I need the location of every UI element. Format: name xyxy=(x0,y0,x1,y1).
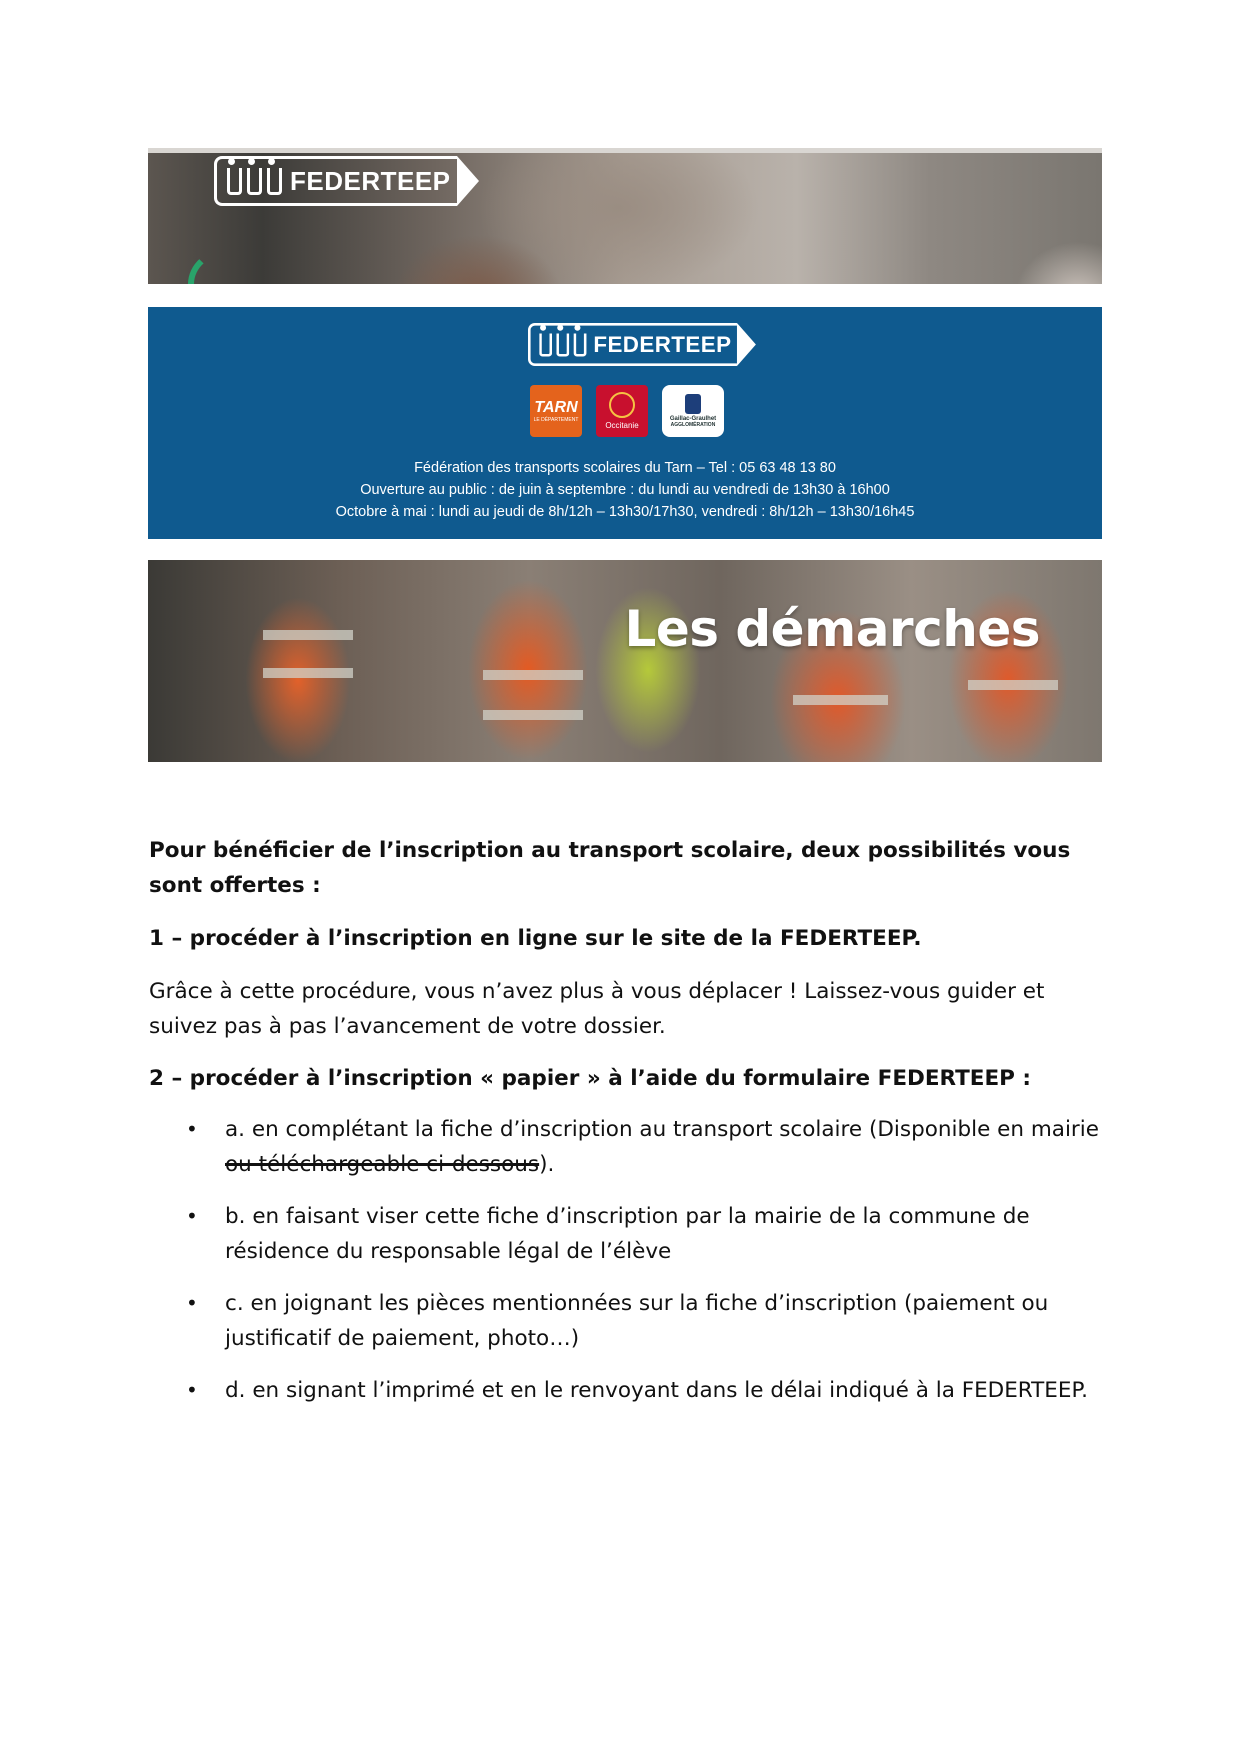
occitanie-cross-icon xyxy=(609,392,635,418)
gaillac-mark-icon xyxy=(685,394,701,414)
demarches-photo-banner xyxy=(148,560,1102,762)
contact-info xyxy=(148,457,1102,523)
vest-stripe xyxy=(793,695,888,705)
vest-stripe xyxy=(968,680,1058,690)
arrow-icon xyxy=(457,156,479,206)
logo-text: FEDERTEEP xyxy=(290,165,451,196)
list-item: • a. en complétant la fiche d’inscription au transport scolaire (Disponible en mairie ou téléchargeable ci-dessous). xyxy=(149,1112,1099,1182)
partner-logos xyxy=(530,385,724,437)
vest-stripe xyxy=(263,630,353,640)
banner-top-strip xyxy=(148,148,1102,153)
option-1-heading: 1 – procéder à l’inscription en ligne sur le site de la FEDERTEEP. xyxy=(149,926,922,951)
arrow-icon xyxy=(737,323,756,366)
option-2-heading: 2 – procéder à l’inscription « papier » à l’aide du formulaire FEDERTEEP : xyxy=(149,1066,1032,1091)
vest-stripe xyxy=(483,670,583,680)
list-item: • b. en faisant viser cette fiche d’inscription par la mairie de la commune de résidence du responsable légal de l’élève xyxy=(149,1199,1099,1269)
vest-stripe xyxy=(483,710,583,720)
list-item: • c. en joignant les pièces mentionnées sur la fiche d’inscription (paiement ou justificatif de paiement, photo…) xyxy=(149,1286,1099,1356)
logo-frame xyxy=(528,323,737,366)
strikethrough-text: ou téléchargeable ci-dessous xyxy=(225,1152,540,1177)
page-title: Les démarches xyxy=(624,600,1040,658)
info-banner xyxy=(148,307,1102,539)
logo-text: FEDERTEEP xyxy=(593,331,732,357)
intro-text: Pour bénéficier de l’inscription au transport scolaire, deux possibilités vous sont offertes : xyxy=(149,838,1071,898)
federteep-logo-small xyxy=(528,323,755,366)
steps-list xyxy=(149,1112,1099,1425)
seats-icon xyxy=(539,333,586,356)
header-photo-banner xyxy=(148,148,1102,284)
federteep-logo xyxy=(214,156,479,206)
option-1-text: Grâce à cette procédure, vous n’avez plus à vous déplacer ! Laissez-vous guider et suivez pas à pas l’avancement de votre dossier. xyxy=(149,979,1045,1039)
gaillac-graulhet-logo: Gaillac-Graulhet AGGLOMÉRATION xyxy=(662,385,724,437)
logo-frame xyxy=(214,156,457,206)
contact-line-2: Ouverture au public : de juin à septembre : du lundi au vendredi de 13h30 à 16h00 xyxy=(360,482,890,498)
tarn-logo: TARN LE DÉPARTEMENT xyxy=(530,385,582,437)
contact-line-3: Octobre à mai : lundi au jeudi de 8h/12h – 13h30/17h30, vendredi : 8h/12h – 13h30/16h45 xyxy=(335,504,915,520)
contact-line-1: Fédération des transports scolaires du Tarn – Tel : 05 63 48 13 80 xyxy=(414,460,836,476)
seats-icon xyxy=(227,168,282,195)
occitanie-logo: Occitanie xyxy=(596,385,648,437)
bus-detail xyxy=(188,248,270,284)
vest-stripe xyxy=(263,668,353,678)
list-item: • d. en signant l’imprimé et en le renvoyant dans le délai indiqué à la FEDERTEEP. xyxy=(149,1373,1099,1408)
